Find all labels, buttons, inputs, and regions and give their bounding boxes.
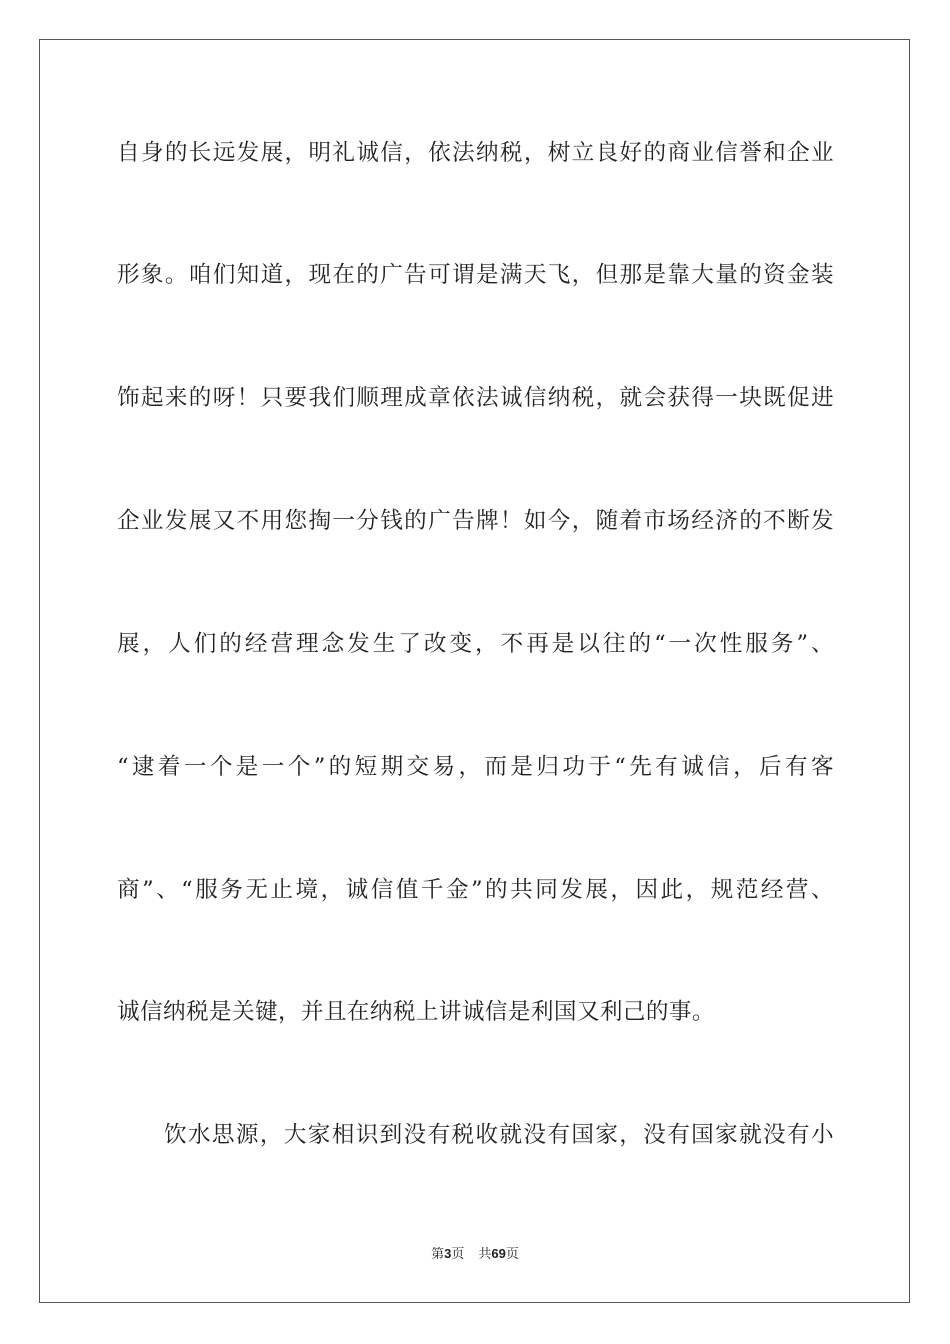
page-footer xyxy=(0,1245,950,1264)
text-line: 自身的长远发展，明礼诚信，依法纳税，树立良好的商业信誉和企业 xyxy=(117,140,834,166)
total-pages: 69 xyxy=(491,1246,506,1261)
paragraph-first-line: 饮水思源，大家相识到没有税收就没有国家，没有国家就没有小 xyxy=(164,1122,834,1148)
total-label-prefix: 共 xyxy=(478,1247,492,1262)
text-line: 诚信纳税是关键，并且在纳税上讲诚信是利国又利己的事。 xyxy=(117,999,715,1025)
page-border xyxy=(39,39,910,1303)
text-line: “逮着一个是一个”的短期交易，而是归功于“先有诚信，后有客 xyxy=(117,754,834,780)
total-label-suffix: 页 xyxy=(505,1247,519,1262)
text-line: 饰起来的呀！只要我们顺理成章依法诚信纳税，就会获得一块既促进 xyxy=(117,385,834,411)
text-line: 形象。咱们知道，现在的广告可谓是满天飞，但那是靠大量的资金装 xyxy=(117,262,834,288)
text-line: 企业发展又不用您掏一分钱的广告牌！如今，随着市场经济的不断发 xyxy=(117,508,834,534)
page-label-prefix: 第 xyxy=(431,1247,445,1262)
page-number: 3 xyxy=(444,1246,452,1261)
page-label-suffix: 页 xyxy=(451,1247,465,1262)
text-line: 展，人们的经营理念发生了改变，不再是以往的“一次性服务”、 xyxy=(117,631,834,657)
text-line: 商”、“服务无止境，诚信值千金”的共同发展，因此，规范经营、 xyxy=(117,877,834,903)
